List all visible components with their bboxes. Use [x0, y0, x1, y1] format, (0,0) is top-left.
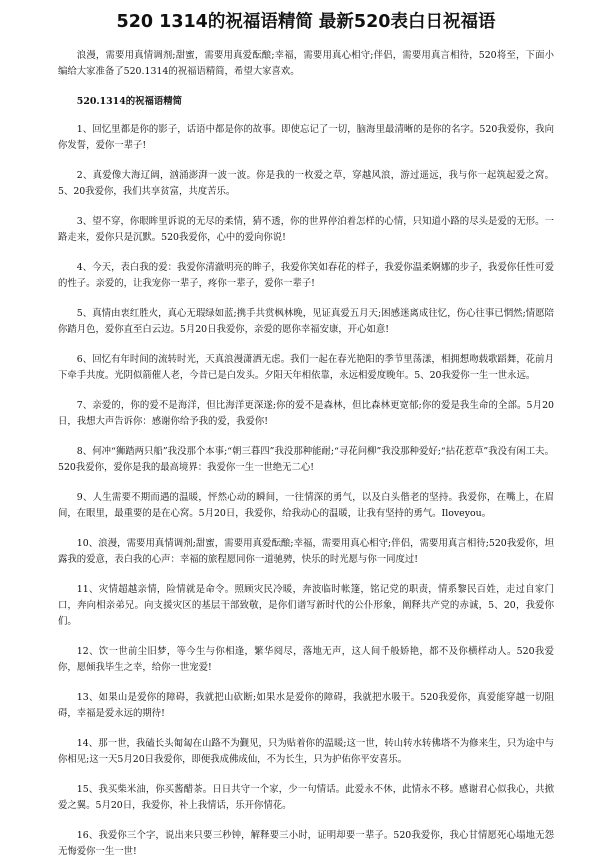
blessing-entry-1: 1、回忆里都是你的影子，话语中都是你的故事。即使忘记了一切，脑海里最清晰的是你的名字。520我爱你，我向你发誓，爱你一辈子!	[58, 124, 554, 151]
blessing-entry-16: 16、我爱你三个字，说出来只要三秒钟，解释要三小时，证明却要一辈子。520我爱你，我心甘情愿死心塌地无怨无悔爱你一生一世!	[58, 830, 554, 857]
blessing-entry-7: 7、亲爱的，你的爱不是海洋，但比海洋更深遂;你的爱不是森林，但比森林更宽郁;你的爱是我生命的全部。5月20日，我想大声告诉你：感谢你给予我的爱，我爱你!	[58, 400, 554, 427]
intro-paragraph: 浪漫，需要用真情调剂;甜蜜，需要用真爱酝酿;幸福，需要用真心相守;伴侣，需要用真言相待，520将至，下面小编给大家准备了520.1314的祝福语精简，希望大家喜欢。	[58, 50, 554, 77]
blessing-entry-4: 4、今天，表白我的爱：我爱你清澈明亮的眸子，我爱你笑如春花的样子，我爱你温柔婀娜的步子，我爱你任性可爱的性子。亲爱的，让我宠你一辈子，疼你一辈子，爱你一辈子!	[58, 262, 554, 289]
blessing-entry-2: 2、真爱像大海辽阔，汹涌澎湃一波一波。你是我的一枚爱之草，穿越风浪，游过遥远，我与你一起筑起爱之窝。5、20我爱你，我们共享贫富，共度苦乐。	[58, 170, 554, 197]
page-title: 520 1314的祝福语精简 最新520表白日祝福语	[116, 12, 496, 32]
blessing-entry-3: 3、望不穿，你眼眸里诉说的无尽的柔情，猜不透，你的世界停泊着怎样的心情，只知道小路的尽头是爱的无形。一路走来，爱你只是沉默。520我爱你，心中的爱向你说!	[58, 216, 554, 243]
section-heading: 520.1314的祝福语精简	[76, 96, 182, 107]
blessing-entry-12: 12、饮一世前尘旧梦，等今生与你相逢，繁华阅尽，落地无声，这人间千般娇艳，都不及你横样动人。520我爱你，愿倾我毕生之幸，给你一世宠爱!	[58, 646, 554, 673]
blessing-entry-13: 13、如果山是爱你的障碍，我就把山砍断;如果水是爱你的障碍，我就把水吸干。520我爱你，真爱能穿越一切阻碍，幸福是爱永远的期待!	[58, 692, 554, 719]
blessing-entry-11: 11、灾情超越亲情，险情就是命令。照顾灾民冷暖，奔波临时帐篷，铭记党的职责，情系黎民百姓，走过自家门口，奔向相亲弟兄。向支援灾区的基层干部致敬，是你们谱写新时代的公仆形象，阐释共产党的赤诚，5、20，我爱你们。	[58, 584, 554, 627]
blessing-entry-5: 5、真情由衷红胜火，真心无瑕绿如蓝;携手共赏枫林晚，见证真爱五月天;困感迷离成往忆，伤心往事已惘然;情愿陪你踏月色，爱你直至白云边。5月20日我爱你，亲爱的愿你幸福安康，开心如意!	[58, 308, 554, 335]
blessing-entry-9: 9、人生需要不期而遇的温暖，怦然心动的瞬间，一往情深的勇气，以及白头偕老的坚持。我爱你，在嘴上，在眉间，在眼里，最重要的是在心窝。5月20日，我爱你，给我动心的温暖，让我有坚持的勇气。Iloveyou。	[58, 492, 554, 519]
blessing-entry-8: 8、何冲“狮踏两只船”我没那个本事;“朝三暮四”我没那种能耐;“寻花问柳”我没那种爱好;“拈花惹草”我没有闲工夫。520我爱你，爱你是我的最高境界：我爱你一生一世绝无二心!	[58, 446, 554, 473]
blessing-entry-10: 10、浪漫，需要用真情调剂;甜蜜，需要用真爱酝酿;幸福，需要用真心相守;伴侣，需要用真言相待;520我爱你，坦露我的爱意，表白我的心声：幸福的旅程愿同你一道驰骋，快乐的时光愿与你一同度过!	[58, 538, 554, 565]
blessing-list	[58, 122, 554, 860]
blessing-entry-6: 6、回忆有年时间的流转时光，天真浪漫潇洒无虑。我们一起在春光艳阳的季节里荡漾，相拥想吻载歌蹈舞，花前月下牵手共度。光阴似箭催人老，今昔已是白发头。夕阳天年相依靠，永远相爱度晚年。5、20我爱你一生一世永远。	[58, 354, 554, 381]
blessing-entry-14: 14、那一世，我磕长头匍匐在山路不为觐见，只为贴着你的温暖;这一世，转山转水转佛塔不为修来生，只为途中与你相见;这一天5月20日我爱你，即便我成佛成仙，不为长生，只为护佑你平安喜乐。	[58, 738, 554, 765]
blessing-entry-15: 15、我买柴米油，你买酱醋茶。日日共守一个家，少一句情话。此爱永不休，此情永不移。感谢君心似我心，共掀爱之翼。5月20日，我爱你，补上我情话，乐开你情花。	[58, 784, 554, 811]
